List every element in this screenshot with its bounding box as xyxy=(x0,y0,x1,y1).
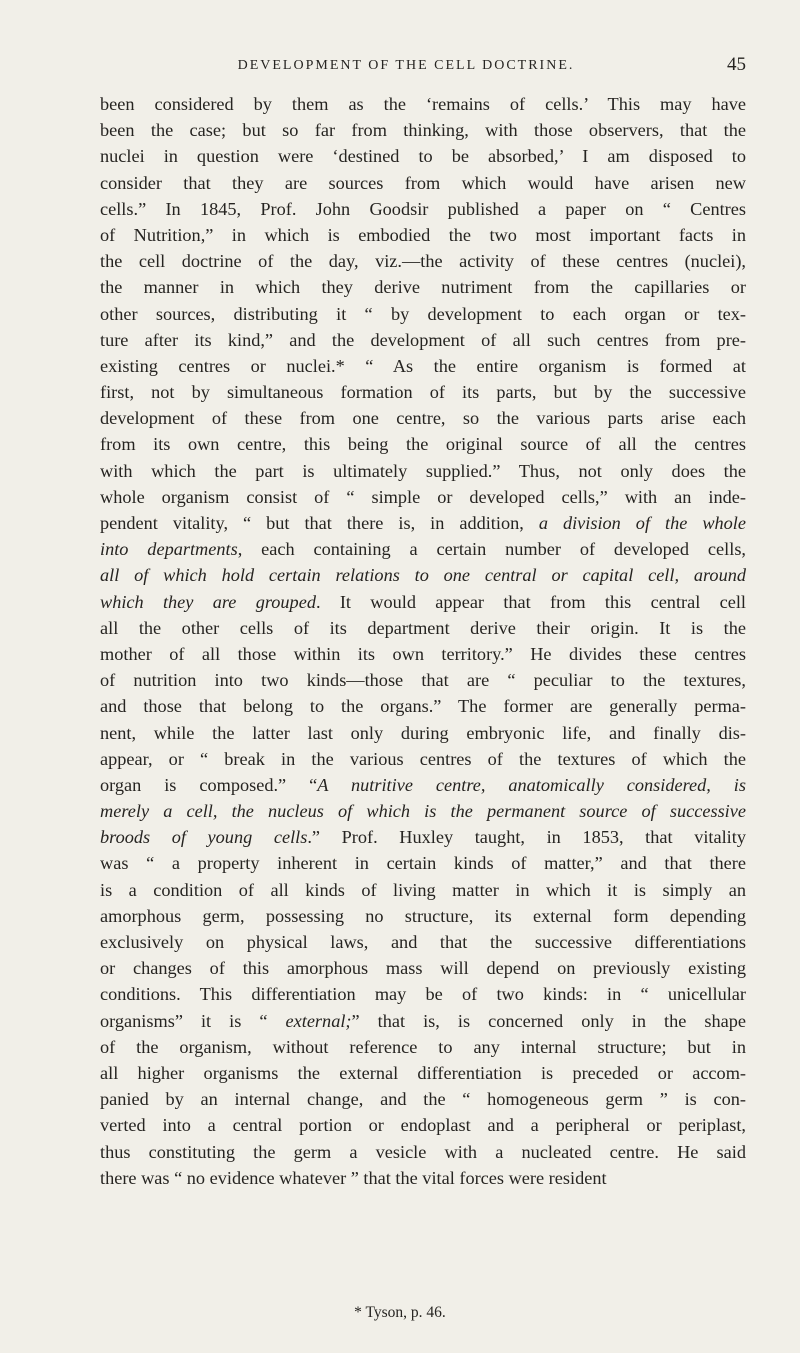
body-line: cells.” In 1845, Prof. John Goodsir published a paper on “ Centres xyxy=(100,198,746,219)
body-line: nuclei in question were ‘destined to be absorbed,’ I am disposed to xyxy=(100,146,746,167)
page-number: 45 xyxy=(727,54,746,75)
body-line: nent, while the latter last only during embryonic life, and finally dis- xyxy=(100,722,746,743)
body-line: into departments, each containing a certain number of developed cells, xyxy=(100,539,747,560)
body-line: all the other cells of its department derive their origin. It is the xyxy=(100,617,746,638)
body-line: panied by an internal change, and the “ homogeneous germ ” is con- xyxy=(100,1089,746,1110)
body-line: existing centres or nuclei.* “ As the entire organism is formed at xyxy=(100,355,746,376)
body-line: pendent vitality, “ but that there is, in addition, a division of the whole xyxy=(100,513,747,533)
body-line: of the organism, without reference to any internal structure; but in xyxy=(100,1036,746,1057)
body-line: thus constituting the germ a vesicle with a nucleated centre. He said xyxy=(100,1141,746,1162)
body-line: the manner in which they derive nutriment from the capillaries or xyxy=(100,277,746,298)
body-line: organ is composed.” “A nutritive centre, anatomically considered, is xyxy=(100,774,746,795)
body-line: with which the part is ultimately supplied.” Thus, not only does the xyxy=(100,460,746,481)
body-line: and those that belong to the organs.” The former are generally perma- xyxy=(100,696,746,717)
body-line: mother of all those within its own territory.” He divides these centres xyxy=(100,643,746,664)
body-line: all of which hold certain relations to one central or capital cell, around xyxy=(100,565,746,586)
body-line: appear, or “ break in the various centres of the textures of which the xyxy=(100,748,746,769)
body-line: merely a cell, the nucleus of which is the permanent source of successive xyxy=(100,801,746,822)
body-text xyxy=(100,91,746,1191)
body-line: there was “ no evidence whatever ” that the vital forces were resident xyxy=(100,1167,607,1188)
body-line: is a condition of all kinds of living matter in which it is simply an xyxy=(100,879,746,900)
body-line: verted into a central portion or endoplast and a peripheral or periplast, xyxy=(100,1115,746,1136)
body-line: first, not by simultaneous formation of its parts, but by the successive xyxy=(100,382,746,403)
body-line: broods of young cells.” Prof. Huxley taught, in 1853, that vitality xyxy=(100,827,746,848)
body-line: organisms” it is “ external;” that is, is concerned only in the shape xyxy=(100,1010,746,1031)
body-line: which they are grouped. It would appear that from this central cell xyxy=(100,591,746,612)
body-line: other sources, distributing it “ by development to each organ or tex- xyxy=(100,303,746,324)
body-line: whole organism consist of “ simple or developed cells,” with an inde- xyxy=(100,486,746,507)
body-line: conditions. This differentiation may be of two kinds: in “ unicellular xyxy=(100,984,746,1005)
body-line: consider that they are sources from which would have arisen new xyxy=(100,172,746,193)
body-line: from its own centre, this being the original source of all the centres xyxy=(100,434,746,455)
body-line: amorphous germ, possessing no structure, its external form depending xyxy=(100,905,746,926)
body-line: exclusively on physical laws, and that the successive differentiations xyxy=(100,932,746,952)
body-line: been considered by them as the ‘remains of cells.’ This may have xyxy=(100,94,746,114)
body-line: of nutrition into two kinds—those that are “ peculiar to the textures, xyxy=(100,670,746,691)
body-line: was “ a property inherent in certain kinds of matter,” and that there xyxy=(100,853,746,874)
body-line: or changes of this amorphous mass will depend on previously existing xyxy=(100,958,746,979)
body-line: all higher organisms the external differentiation is preceded or accom- xyxy=(100,1062,746,1083)
running-head: DEVELOPMENT OF THE CELL DOCTRINE. xyxy=(237,58,575,73)
page-header xyxy=(106,56,746,86)
body-line: the cell doctrine of the day, viz.—the activity of these centres (nuclei), xyxy=(100,251,746,272)
body-line: development of these from one centre, so the various parts arise each xyxy=(100,408,746,429)
body-line: been the case; but so far from thinking, with those observers, that the xyxy=(100,120,746,141)
footnote: * Tyson, p. 46. xyxy=(354,1304,446,1321)
body-line: of Nutrition,” in which is embodied the two most important facts in xyxy=(100,224,746,245)
body-line: ture after its kind,” and the development of all such centres from pre- xyxy=(100,329,746,350)
